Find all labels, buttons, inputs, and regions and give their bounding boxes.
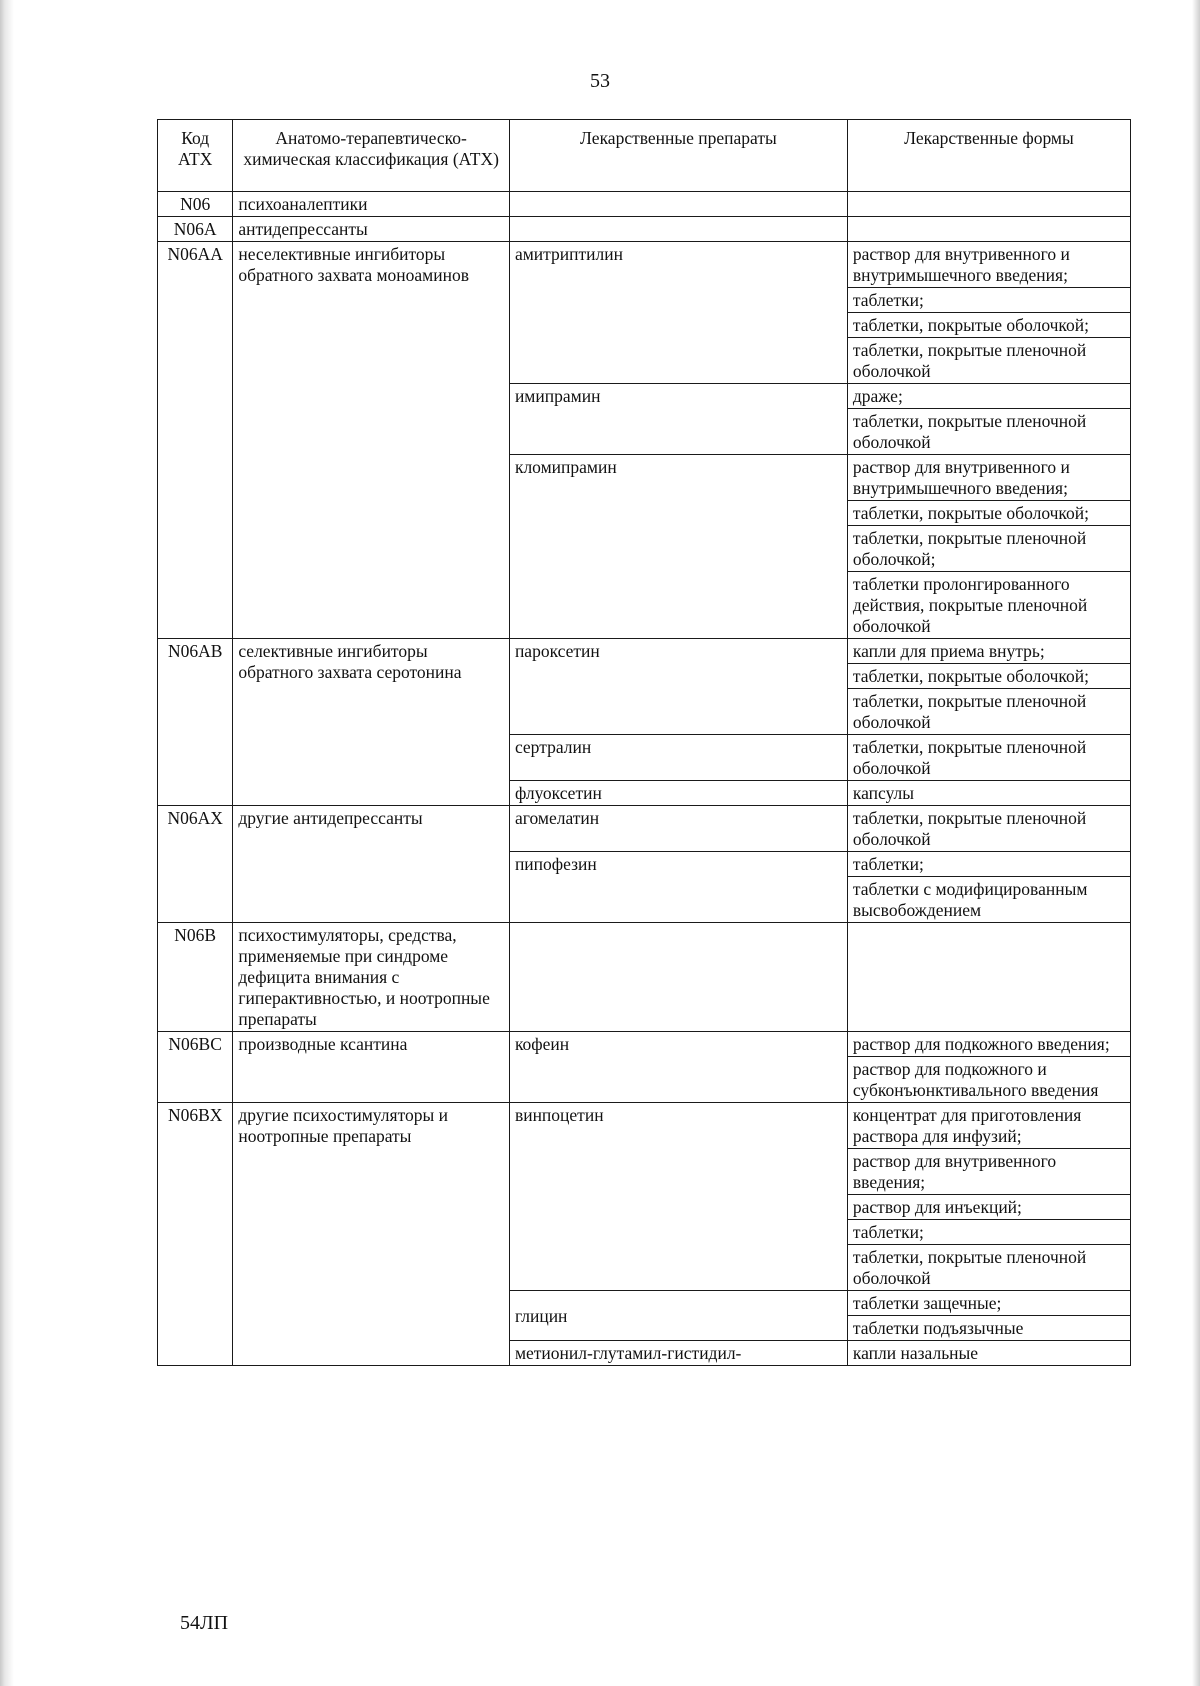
drug-name: пипофезин	[509, 852, 847, 923]
dosage-form: раствор для внутривенного введения;	[847, 1149, 1130, 1195]
drug-name: винпоцетин	[509, 1103, 847, 1291]
dosage-form: таблетки;	[847, 288, 1130, 313]
dosage-form: таблетки, покрытые оболочкой;	[847, 313, 1130, 338]
classification: неселективные ингибиторы обратного захвата моноаминов	[233, 242, 510, 639]
classification: другие антидепрессанты	[233, 806, 510, 923]
table-row	[158, 639, 1131, 664]
atx-code: N06AB	[158, 639, 233, 806]
dosage-form: раствор для подкожного введения;	[847, 1032, 1130, 1057]
dosage-form: концентрат для приготовления раствора для инфузий;	[847, 1103, 1130, 1149]
dosage-form: таблетки, покрытые оболочкой;	[847, 501, 1130, 526]
atx-code: N06AX	[158, 806, 233, 923]
drug-name	[509, 923, 847, 1032]
header-row	[158, 120, 1131, 192]
drug-name: метионил-глутамил-гистидил-	[509, 1341, 847, 1366]
dosage-form: таблетки, покрытые пленочной оболочкой	[847, 806, 1130, 852]
dosage-form: таблетки с модифицированным высвобождением	[847, 877, 1130, 923]
atx-code: N06AA	[158, 242, 233, 639]
drug-name: сертралин	[509, 735, 847, 781]
scan-edge-left	[0, 0, 14, 1686]
atx-code: N06	[158, 192, 233, 217]
drug-name: кофеин	[509, 1032, 847, 1103]
dosage-form: таблетки, покрытые пленочной оболочкой;	[847, 526, 1130, 572]
header-code: Код АТХ	[158, 120, 233, 192]
drug-name: пароксетин	[509, 639, 847, 735]
atx-code: N06A	[158, 217, 233, 242]
drug-name: глицин	[509, 1291, 847, 1341]
atx-code: N06B	[158, 923, 233, 1032]
header-drugs: Лекарственные препараты	[509, 120, 847, 192]
dosage-form: раствор для инъекций;	[847, 1195, 1130, 1220]
table-row	[158, 242, 1131, 288]
dosage-form: таблетки, покрытые пленочной оболочкой	[847, 1245, 1130, 1291]
classification: психоаналептики	[233, 192, 510, 217]
dosage-form: капли назальные	[847, 1341, 1130, 1366]
dosage-form: раствор для внутривенного и внутримышечного введения;	[847, 242, 1130, 288]
dosage-form: таблетки, покрытые пленочной оболочкой	[847, 689, 1130, 735]
classification: психостимуляторы, средства, применяемые при синдроме дефицита внимания с гиперактивностью, и ноотропные препараты	[233, 923, 510, 1032]
classification: антидепрессанты	[233, 217, 510, 242]
drug-name: имипрамин	[509, 384, 847, 455]
table-row	[158, 923, 1131, 1032]
dosage-form: таблетки, покрытые оболочкой;	[847, 664, 1130, 689]
dosage-form: таблетки, покрытые пленочной оболочкой	[847, 338, 1130, 384]
dosage-form	[847, 923, 1130, 1032]
classification: производные ксантина	[233, 1032, 510, 1103]
table-row	[158, 1032, 1131, 1057]
dosage-form	[847, 217, 1130, 242]
drug-name: кломипрамин	[509, 455, 847, 639]
dosage-form: таблетки подъязычные	[847, 1316, 1130, 1341]
drug-name	[509, 192, 847, 217]
atx-code: N06BX	[158, 1103, 233, 1366]
table-row	[158, 806, 1131, 852]
atx-code: N06BC	[158, 1032, 233, 1103]
dosage-form	[847, 192, 1130, 217]
table-row	[158, 192, 1131, 217]
table-row	[158, 217, 1131, 242]
dosage-form: раствор для подкожного и субконъюнктивального введения	[847, 1057, 1130, 1103]
dosage-form: капсулы	[847, 781, 1130, 806]
drug-name: амитриптилин	[509, 242, 847, 384]
dosage-form: таблетки защечные;	[847, 1291, 1130, 1316]
atx-table	[157, 119, 1131, 1366]
dosage-form: таблетки, покрытые пленочной оболочкой	[847, 409, 1130, 455]
header-classification: Анатомо-терапевтическо-химическая классификация (АТХ)	[233, 120, 510, 192]
dosage-form: капли для приема внутрь;	[847, 639, 1130, 664]
header-forms: Лекарственные формы	[847, 120, 1130, 192]
classification: селективные ингибиторы обратного захвата серотонина	[233, 639, 510, 806]
dosage-form: таблетки пролонгированного действия, покрытые пленочной оболочкой	[847, 572, 1130, 639]
table-row	[158, 1103, 1131, 1149]
drug-name: флуоксетин	[509, 781, 847, 806]
dosage-form: драже;	[847, 384, 1130, 409]
page-number: 53	[590, 70, 610, 92]
dosage-form: таблетки;	[847, 1220, 1130, 1245]
dosage-form: таблетки, покрытые пленочной оболочкой	[847, 735, 1130, 781]
drug-name	[509, 217, 847, 242]
scan-edge-right	[1192, 0, 1200, 1686]
drug-name: агомелатин	[509, 806, 847, 852]
dosage-form: таблетки;	[847, 852, 1130, 877]
document-code: 54ЛП	[180, 1612, 229, 1634]
dosage-form: раствор для внутривенного и внутримышечного введения;	[847, 455, 1130, 501]
classification: другие психостимуляторы и ноотропные препараты	[233, 1103, 510, 1366]
